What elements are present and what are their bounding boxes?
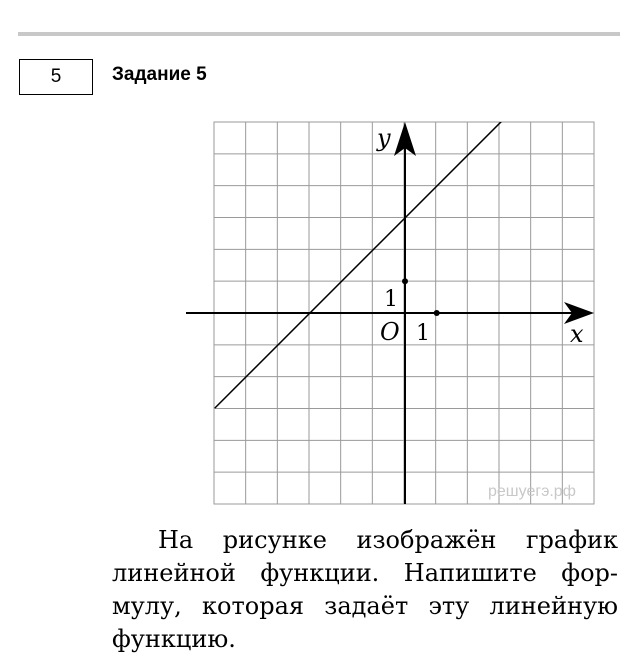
problem-statement: На рисунке изображён график линейной функции. Напишите формулу, которая задаёт эту линейную функцию.	[112, 526, 618, 653]
problem-text	[112, 524, 618, 656]
x-axis-label: x	[570, 320, 584, 348]
origin-label: O	[380, 318, 400, 346]
graph-axes	[186, 122, 594, 504]
task-number: 5	[50, 66, 62, 87]
task-title: Задание 5	[112, 64, 207, 85]
point-x-unit	[434, 310, 440, 316]
y-unit-label: 1	[384, 287, 398, 312]
y-axis-label: y	[377, 124, 391, 152]
point-y-unit	[402, 278, 408, 284]
watermark: решуегэ.рф	[488, 483, 576, 500]
x-unit-label: 1	[416, 321, 430, 346]
